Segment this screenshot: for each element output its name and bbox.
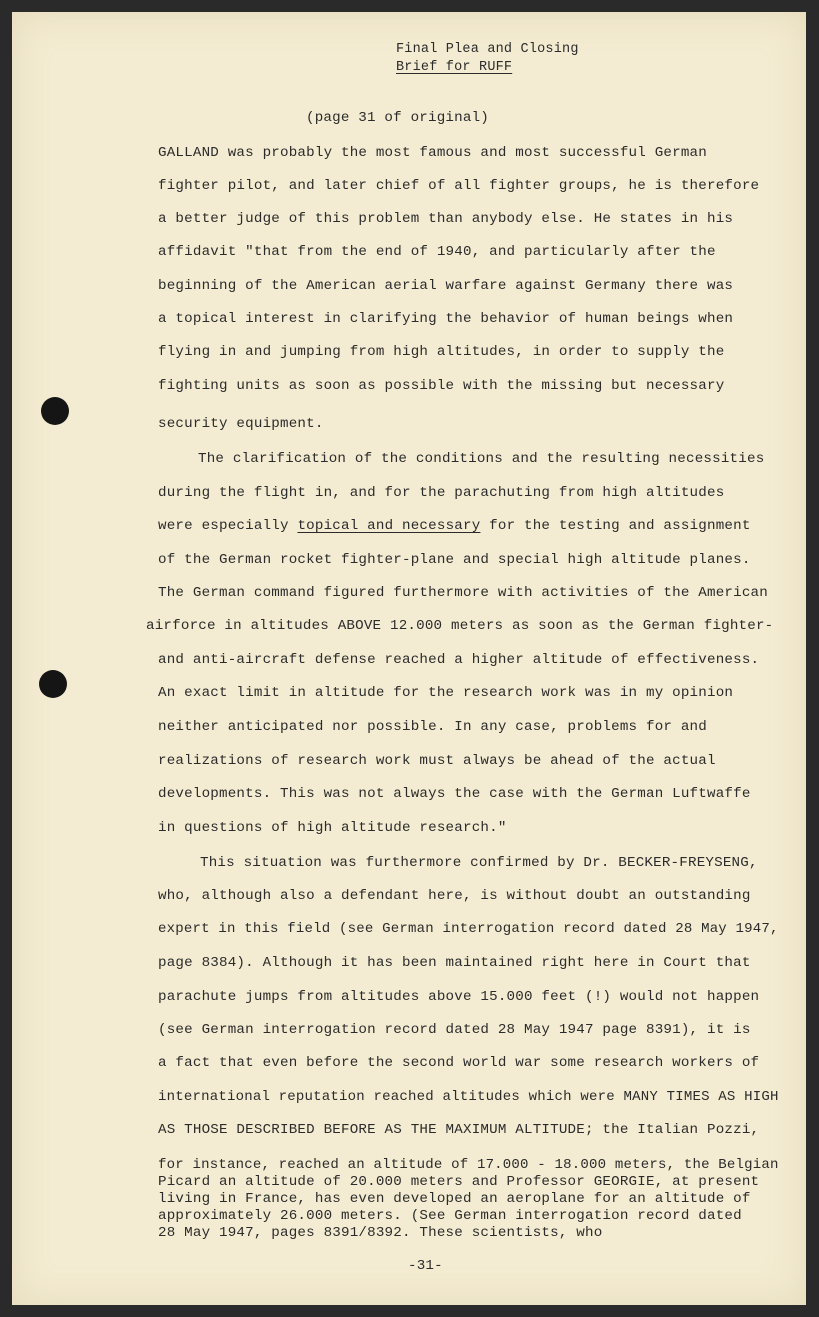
paragraph1-line: affidavit "that from the end of 1940, and particularly after the [158, 244, 716, 260]
paragraph1-line: flying in and jumping from high altitudes, in order to supply the [158, 344, 725, 360]
paragraph3-line: This situation was furthermore confirmed by Dr. BECKER-FREYSENG, [200, 855, 758, 871]
paragraph2-line: The clarification of the conditions and the resulting necessities [198, 451, 765, 467]
paragraph2-text: were especially [158, 518, 298, 534]
page-reference: (page 31 of original) [306, 110, 489, 126]
paragraph2-line: in questions of high altitude research." [158, 820, 507, 836]
paragraph1-line: fighter pilot, and later chief of all fighter groups, he is therefore [158, 178, 760, 194]
header-title-line2: Brief for RUFF [396, 60, 513, 75]
document-page [12, 12, 806, 1305]
paragraph2-line: An exact limit in altitude for the research work was in my opinion [158, 685, 734, 701]
paragraph3-line: (see German interrogation record dated 28 May 1947 page 8391), it is [158, 1022, 751, 1038]
paragraph1-line: beginning of the American aerial warfare against Germany there was [158, 278, 734, 294]
paragraph3-line: a fact that even before the second world war some research workers of [158, 1055, 760, 1071]
paragraph2-line: The German command figured furthermore with activities of the American [158, 585, 768, 601]
paragraph2-line: of the German rocket fighter-plane and special high altitude planes. [158, 552, 751, 568]
paragraph3-line: Picard an altitude of 20.000 meters and Professor GEORGIE, at present [158, 1174, 760, 1190]
paragraph3-line: who, although also a defendant here, is without doubt an outstanding [158, 888, 751, 904]
underlined-phrase: topical and necessary [297, 518, 481, 534]
paragraph3-line: 28 May 1947, pages 8391/8392. These scientists, who [158, 1225, 603, 1241]
paragraph1-line: a better judge of this problem than anybody else. He states in his [158, 211, 734, 227]
paragraph2-line [158, 518, 751, 534]
paragraph2-line: neither anticipated nor possible. In any case, problems for and [158, 719, 707, 735]
paragraph2-line: during the flight in, and for the parachuting from high altitudes [158, 485, 725, 501]
paragraph2-line: and anti-aircraft defense reached a higher altitude of effectiveness. [158, 652, 760, 668]
paragraph1-line: a topical interest in clarifying the behavior of human beings when [158, 311, 734, 327]
paragraph3-line: approximately 26.000 meters. (See German interrogation record dated [158, 1208, 742, 1224]
page-number: -31- [408, 1258, 443, 1274]
paragraph2-line: airforce in altitudes ABOVE 12.000 meters as soon as the German fighter- [146, 618, 774, 634]
paragraph3-line: living in France, has even developed an aeroplane for an altitude of [158, 1191, 751, 1207]
paragraph3-line: expert in this field (see German interrogation record dated 28 May 1947, [158, 921, 779, 937]
paragraph2-line: developments. This was not always the case with the German Luftwaffe [158, 786, 751, 802]
paragraph3-line: parachute jumps from altitudes above 15.000 feet (!) would not happen [158, 989, 760, 1005]
paragraph2-line: realizations of research work must always be ahead of the actual [158, 753, 716, 769]
paragraph3-line: for instance, reached an altitude of 17.000 - 18.000 meters, the Belgian [158, 1157, 779, 1173]
header-title-line1: Final Plea and Closing [396, 42, 579, 57]
paragraph1-line: fighting units as soon as possible with the missing but necessary [158, 378, 725, 394]
paragraph1-line: GALLAND was probably the most famous and most successful German [158, 145, 707, 161]
paragraph3-line: international reputation reached altitudes which were MANY TIMES AS HIGH [158, 1089, 779, 1105]
punch-hole-top [41, 397, 69, 425]
paragraph3-line: page 8384). Although it has been maintained right here in Court that [158, 955, 751, 971]
paragraph3-line: AS THOSE DESCRIBED BEFORE AS THE MAXIMUM ALTITUDE; the Italian Pozzi, [158, 1122, 760, 1138]
punch-hole-bottom [39, 670, 67, 698]
paragraph1-line: security equipment. [158, 416, 324, 432]
paragraph2-text: for the testing and assignment [480, 518, 751, 534]
